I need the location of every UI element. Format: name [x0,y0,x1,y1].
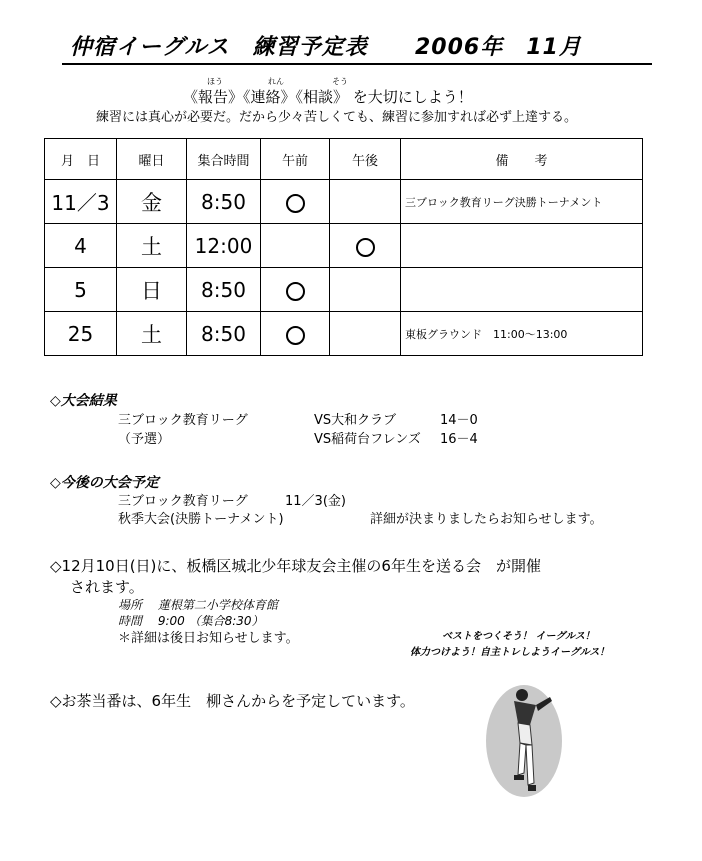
cell-am [261,268,330,312]
cell-am [261,180,330,224]
circle-mark-pm [356,238,375,257]
cell-note [401,268,643,312]
upcoming-event-1-date: 11／3(金) [285,494,346,509]
title-underline [62,63,652,65]
baseball-player-illustration [484,683,564,798]
cell-time: 8:50 [187,180,261,224]
slogan-1: ベストをつくそう！ イーグルス！ [442,631,595,642]
circle-mark-am [286,326,305,345]
results-stage: （予選） [118,432,171,447]
upcoming-event-2: 秋季大会(決勝トーナメント) [118,512,284,527]
cell-day: 土 [117,224,187,268]
farewell-detail: ＊詳細は後日お知らせします。 [118,631,299,646]
farewell-place: 場所 蓮根第二小学校体育館 [118,598,278,612]
farewell-time: 時間 9:00 （集合8:30） [118,614,264,628]
header-date: 月 日 [45,139,117,180]
header-time: 集合時間 [187,139,261,180]
cell-pm [330,180,401,224]
cell-time: 8:50 [187,312,261,356]
farewell-line-1: ◇12月10日(日)に、板橋区城北少年球友会主催の6年生を送る会 が開催 [50,557,541,575]
upcoming-title: ◇今後の大会予定 [50,475,159,491]
cell-am [261,224,330,268]
cell-day: 土 [117,312,187,356]
results-title: ◇大会結果 [50,393,117,409]
circle-mark-am [286,282,305,301]
cell-day: 金 [117,180,187,224]
period: 2006年 11月 [415,35,582,60]
tea-duty: ◇お茶当番は、6年生 柳さんからを予定しています。 [50,692,415,710]
cell-note [401,224,643,268]
result-opponent-2: VS稲荷台フレンズ [314,432,421,447]
slogan-2: 体力つけよう！自主トレしようイーグルス！ [410,647,610,658]
ruby-hou: ほう [207,77,223,86]
page-title [70,30,582,61]
result-opponent-1: VS大和クラブ [314,413,397,428]
cell-pm [330,312,401,356]
cell-time: 8:50 [187,268,261,312]
cell-note: 東板グラウンド 11:00～13:00 [401,312,643,356]
header-pm: 午後 [330,139,401,180]
cell-date: 4 [45,224,117,268]
table-row [45,180,643,224]
result-score-1: 14－0 [440,413,478,428]
result-score-2: 16－4 [440,432,478,447]
cell-time: 12:00 [187,224,261,268]
motto: 《報告》《連絡》《相談》 を大切にしよう！ [183,88,473,106]
table-row [45,312,643,356]
schedule-table [44,138,643,356]
circle-mark-am [286,194,305,213]
header-notes: 備 考 [401,139,643,180]
cell-date: 11／3 [45,180,117,224]
cell-am [261,312,330,356]
table-row [45,224,643,268]
cell-date: 25 [45,312,117,356]
header-am: 午前 [261,139,330,180]
cell-note: 三ブロック教育リーグ決勝トーナメント [401,180,643,224]
upcoming-event-2-note: 詳細が決まりましたらお知らせします。 [370,512,603,527]
farewell-line-2: されます。 [70,578,144,596]
table-row [45,268,643,312]
ruby-sou: そう [332,77,348,86]
header-day: 曜日 [117,139,187,180]
table-header-row [45,139,643,180]
subtitle: 練習には真心が必要だ。だから少々苦しくても、練習に参加すれば必ず上達する。 [96,110,578,125]
ruby-ren: れん [268,77,284,86]
cell-date: 5 [45,268,117,312]
results-league: 三ブロック教育リーグ [118,413,248,428]
cell-day: 日 [117,268,187,312]
team-title: 仲宿イーグルス 練習予定表 [70,35,368,60]
upcoming-event-1: 三ブロック教育リーグ [118,494,248,509]
cell-pm [330,268,401,312]
cell-pm [330,224,401,268]
